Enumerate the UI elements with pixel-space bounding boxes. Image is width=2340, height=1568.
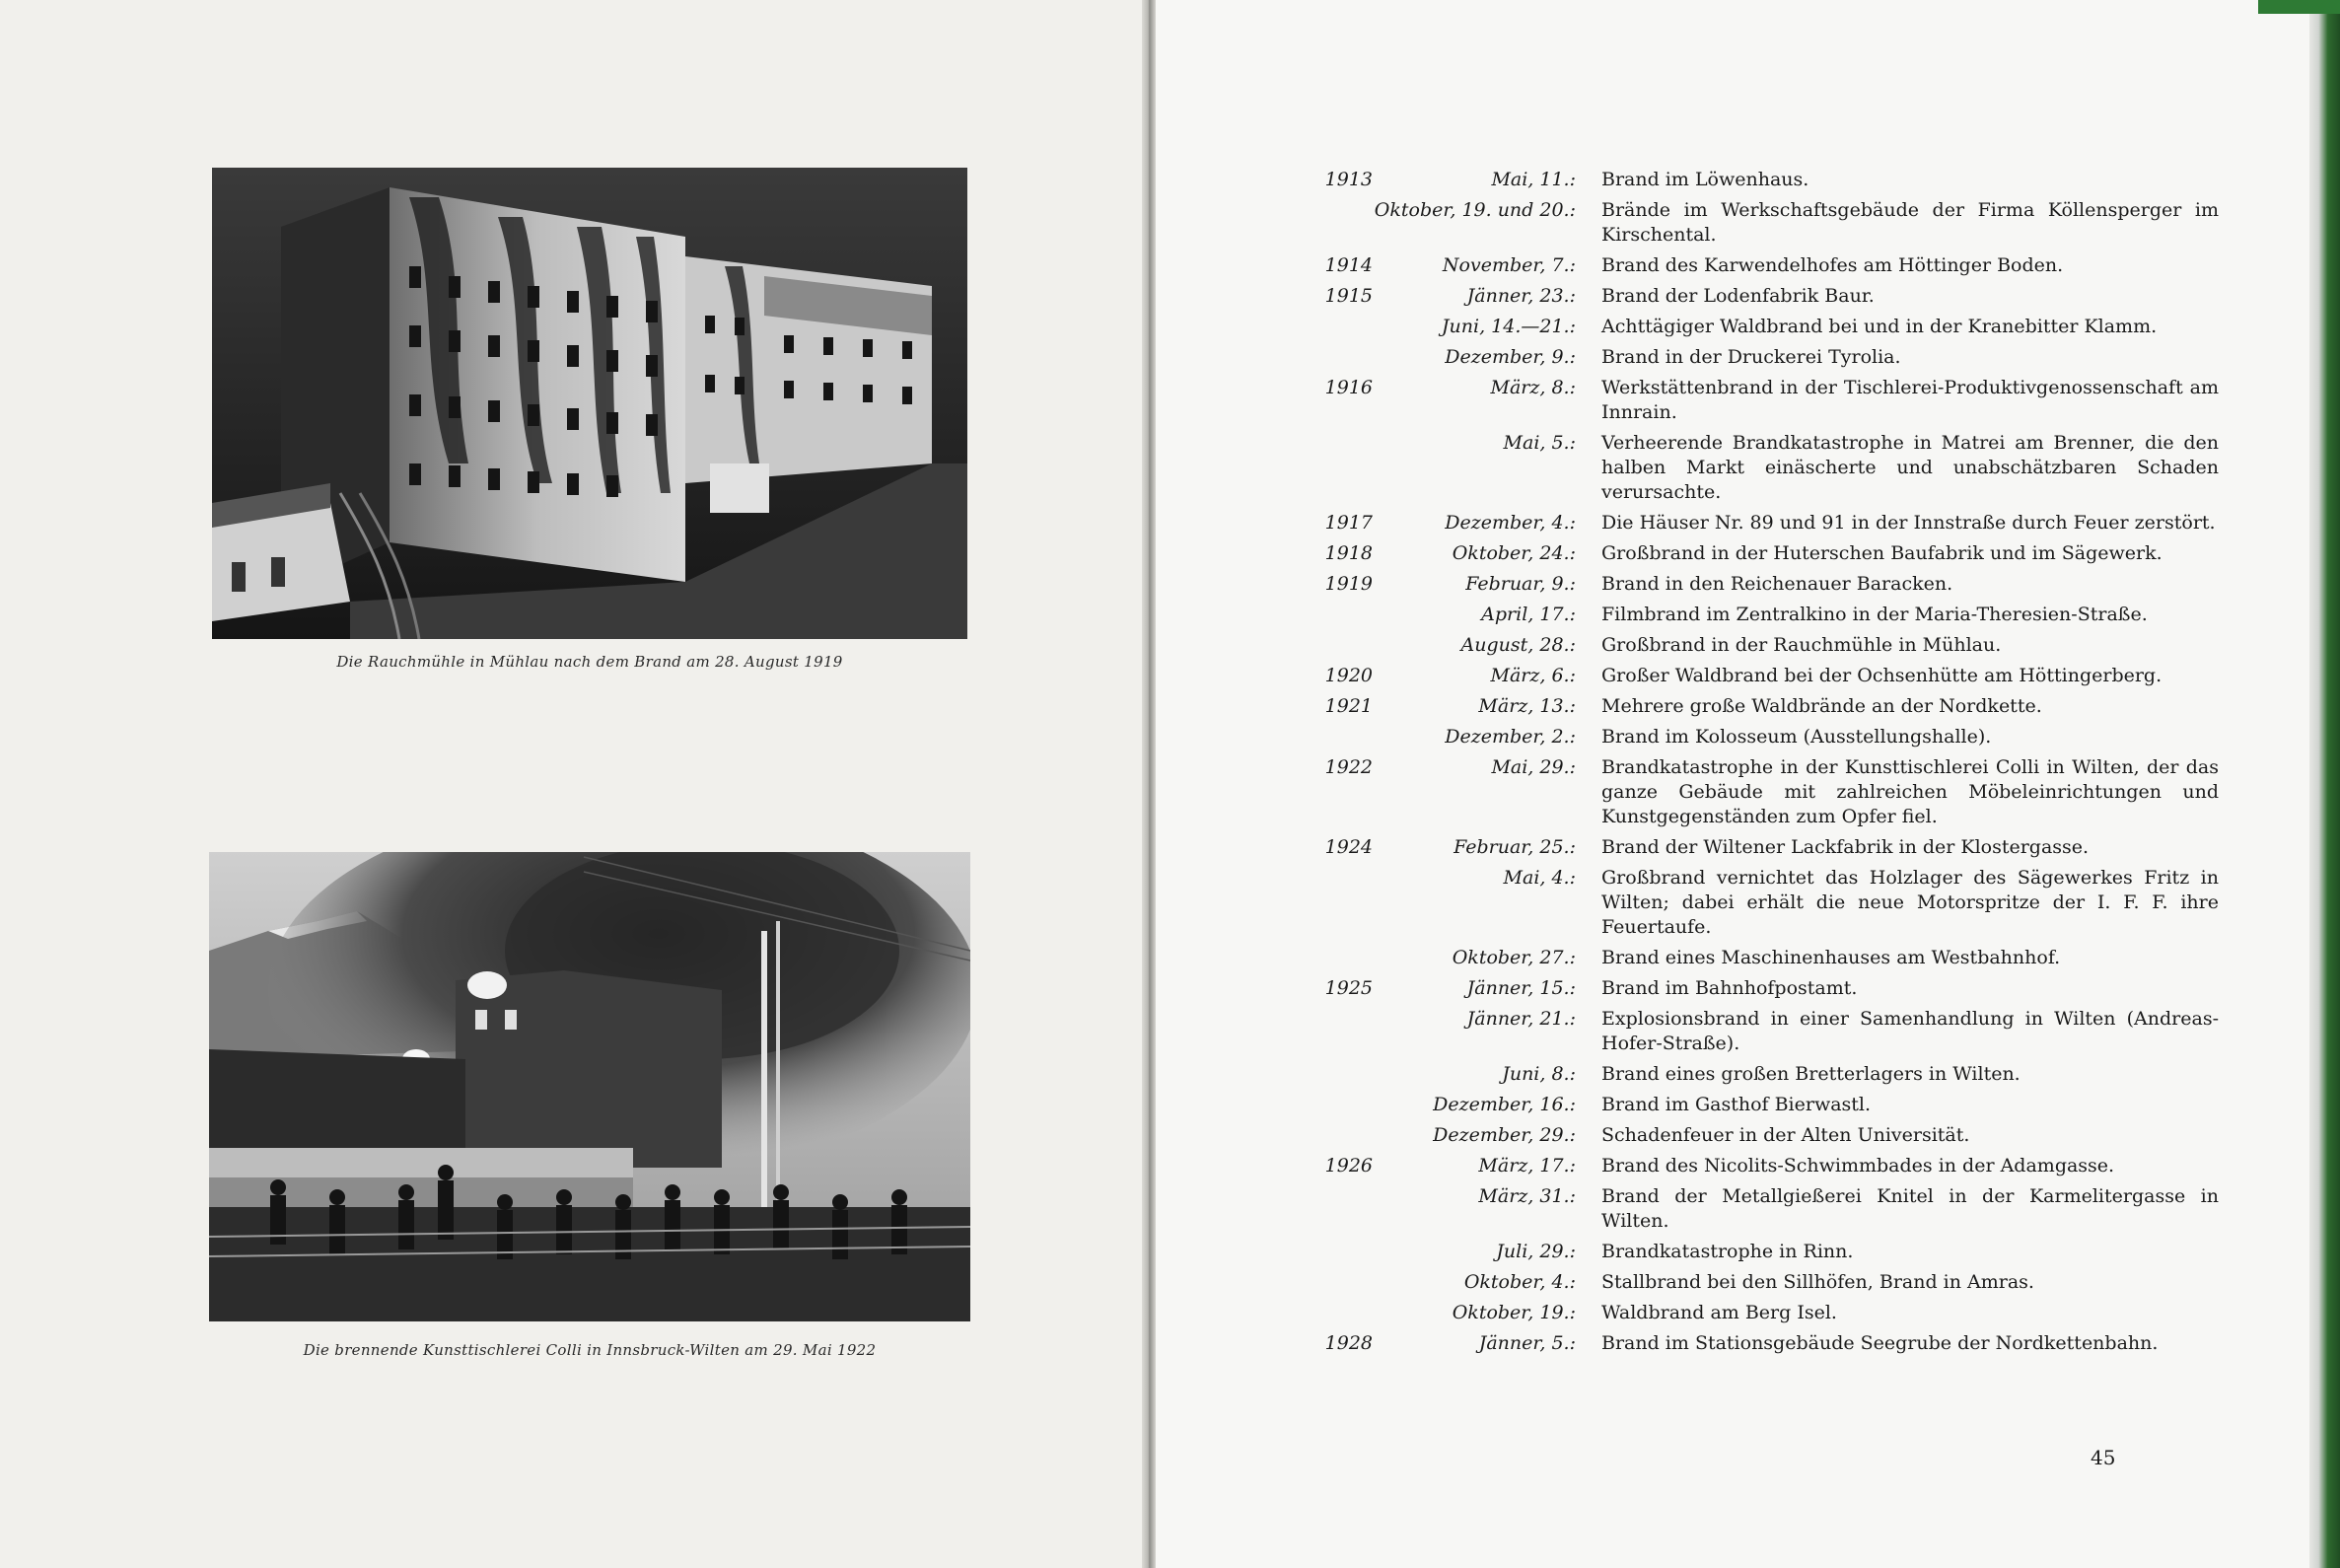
fire-scene-illustration [209, 852, 970, 1321]
chronicle-entry [1282, 694, 2219, 719]
entry-date: Jänner, 21.: [1466, 1008, 1576, 1030]
fire-scene-photo [209, 852, 970, 1321]
entry-description: Brand eines großen Bretterlagers in Wilten. [1601, 1063, 2021, 1085]
entry-description: Brand der Wiltener Lackfabrik in der Klostergasse. [1601, 836, 2090, 858]
entry-year [1282, 431, 1373, 505]
entry-year: 1924 [1324, 836, 1373, 858]
entry-date: Dezember, 4.: [1445, 512, 1576, 534]
entry-date: Jänner, 5.: [1478, 1332, 1576, 1354]
chronicle-entry [1282, 198, 2219, 248]
entry-year: 1914 [1324, 254, 1373, 276]
entry-date: Mai, 5.: [1503, 432, 1576, 454]
entry-year: 1919 [1324, 573, 1373, 595]
entry-year: 1926 [1324, 1155, 1373, 1176]
entry-year [1282, 1007, 1373, 1056]
entry-year [1282, 725, 1373, 749]
book-gutter [1142, 0, 1156, 1568]
entry-year [1282, 345, 1373, 370]
chronicle-entry [1282, 1240, 2219, 1264]
entry-description: Werkstättenbrand in der Tischlerei-Produktivgenossenschaft am Innrain. [1601, 377, 2219, 423]
chronicle-entry [1282, 1331, 2219, 1356]
photo-caption-1: Die Rauchmühle in Mühlau nach dem Brand am 28. August 1919 [336, 653, 843, 671]
entry-date: Mai, 29.: [1491, 756, 1576, 778]
entry-year: 1922 [1324, 756, 1373, 778]
entry-date: Juni, 8.: [1502, 1063, 1576, 1085]
entry-date: März, 8.: [1490, 377, 1576, 398]
chronicle-entry [1282, 168, 2219, 192]
entry-description: Brände im Werkschaftsgebäude der Firma Köllensperger im Kirschental. [1601, 199, 2219, 246]
entry-year [1282, 633, 1373, 658]
chronicle-entry [1282, 431, 2219, 505]
chronicle-entry [1282, 755, 2219, 829]
chronicle-entry [1282, 284, 2219, 309]
entry-year [1282, 1062, 1373, 1087]
entry-year [1282, 1184, 1373, 1234]
chronicle-entry [1282, 1007, 2219, 1056]
entry-date: Dezember, 2.: [1445, 726, 1576, 748]
entry-description: Brand in der Druckerei Tyrolia. [1601, 346, 1901, 368]
chronicle-entry [1282, 1062, 2219, 1087]
entry-year [1282, 603, 1373, 627]
entry-date: Dezember, 16.: [1433, 1094, 1576, 1115]
fire-chronicle-table [1282, 168, 2219, 1362]
chronicle-entry [1282, 572, 2219, 597]
entry-year: 1917 [1324, 512, 1373, 534]
entry-date: Mai, 4.: [1503, 867, 1576, 889]
chronicle-entry [1282, 1123, 2219, 1148]
chronicle-entry [1282, 376, 2219, 425]
entry-date: Jänner, 23.: [1466, 285, 1576, 307]
entry-year: 1918 [1324, 542, 1373, 564]
entry-description: Brand der Metallgießerei Knitel in der Karmelitergasse in Wilten. [1601, 1185, 2219, 1232]
chronicle-entry [1282, 946, 2219, 970]
entry-description: Schadenfeuer in der Alten Universität. [1601, 1124, 1970, 1146]
entry-date: April, 17.: [1481, 604, 1576, 625]
chronicle-entry [1282, 345, 2219, 370]
entry-description: Großbrand in der Huterschen Baufabrik und im Sägewerk. [1601, 542, 2163, 564]
entry-description: Brand im Stationsgebäude Seegrube der Nordkettenbahn. [1601, 1332, 2159, 1354]
chronicle-entry [1282, 511, 2219, 535]
entry-description: Verheerende Brandkatastrophe in Matrei am Brenner, die den halben Markt einäscherte und unabschätzbaren Schaden verursachte. [1601, 432, 2219, 503]
entry-date: Oktober, 24.: [1452, 542, 1576, 564]
entry-date: Mai, 11.: [1491, 169, 1576, 190]
entry-description: Mehrere große Waldbrände an der Nordkette. [1601, 695, 2042, 717]
entry-year [1282, 1093, 1373, 1117]
book-cover-edge [2309, 0, 2340, 1568]
entry-description: Großer Waldbrand bei der Ochsenhütte am Höttingerberg. [1601, 665, 2163, 686]
entry-year: 1920 [1324, 665, 1373, 686]
entry-year [1282, 866, 1373, 940]
chronicle-entry [1282, 633, 2219, 658]
entry-description: Explosionsbrand in einer Samenhandlung in Wilten (Andreas-Hofer-Straße). [1601, 1008, 2219, 1054]
entry-date: März, 31.: [1478, 1185, 1576, 1207]
entry-date: Februar, 9.: [1465, 573, 1576, 595]
entry-description: Brandkatastrophe in Rinn. [1601, 1241, 1854, 1262]
entry-date: Dezember, 9.: [1445, 346, 1576, 368]
entry-date: März, 6.: [1490, 665, 1576, 686]
entry-date: August, 28.: [1460, 634, 1576, 656]
entry-year: 1928 [1324, 1332, 1373, 1354]
chronicle-entry [1282, 1154, 2219, 1178]
entry-description: Brand des Nicolits-Schwimmbades in der Adamgasse. [1601, 1155, 2115, 1176]
entry-description: Die Häuser Nr. 89 und 91 in der Innstraße durch Feuer zerstört. [1601, 512, 2216, 534]
entry-description: Brand im Bahnhofpostamt. [1601, 977, 1858, 999]
chronicle-entry [1282, 253, 2219, 278]
entry-date: März, 17.: [1478, 1155, 1576, 1176]
entry-date: November, 7.: [1442, 254, 1576, 276]
entry-description: Brand eines Maschinenhauses am Westbahnhof. [1601, 947, 2061, 968]
chronicle-entry [1282, 976, 2219, 1001]
burnt-building-photo [212, 168, 967, 639]
entry-year [1282, 946, 1373, 970]
entry-year: 1915 [1324, 285, 1373, 307]
entry-year [1282, 1123, 1373, 1148]
chronicle-entry [1282, 1270, 2219, 1295]
entry-date: Oktober, 19. und 20.: [1374, 199, 1576, 221]
left-page [0, 0, 1149, 1568]
entry-date: Oktober, 19.: [1452, 1302, 1576, 1323]
entry-year [1282, 198, 1373, 248]
entry-year [1282, 1270, 1373, 1295]
page-number: 45 [2091, 1446, 2116, 1469]
entry-year: 1913 [1324, 169, 1373, 190]
entry-year: 1916 [1324, 377, 1373, 398]
entry-date: Jänner, 15.: [1466, 977, 1576, 999]
entry-description: Großbrand vernichtet das Holzlager des Sägewerkes Fritz in Wilten; dabei erhält die neue Motorspritze der I. F. F. ihre Feuertaufe. [1601, 867, 2219, 938]
chronicle-entry [1282, 725, 2219, 749]
entry-description: Brand der Lodenfabrik Baur. [1601, 285, 1875, 307]
entry-description: Waldbrand am Berg Isel. [1601, 1302, 1837, 1323]
entry-description: Brandkatastrophe in der Kunsttischlerei Colli in Wilten, der das ganze Gebäude mit zahlreichen Möbeleinrichtungen und Kunstgegenständen zum Opfer fiel. [1601, 756, 2219, 827]
entry-description: Brand des Karwendelhofes am Höttinger Boden. [1601, 254, 2064, 276]
entry-date: Dezember, 29.: [1433, 1124, 1576, 1146]
chronicle-entry [1282, 541, 2219, 566]
entry-year: 1921 [1324, 695, 1373, 717]
entry-date: Juni, 14.—21.: [1441, 316, 1576, 337]
entry-year [1282, 1301, 1373, 1325]
entry-description: Achttägiger Waldbrand bei und in der Kranebitter Klamm. [1601, 316, 2158, 337]
entry-description: Filmbrand im Zentralkino in der Maria-Theresien-Straße. [1601, 604, 2148, 625]
entry-date: Juli, 29.: [1496, 1241, 1576, 1262]
burnt-building-illustration [212, 168, 967, 639]
entry-description: Brand im Löwenhaus. [1601, 169, 1809, 190]
entry-description: Brand im Gasthof Bierwastl. [1601, 1094, 1872, 1115]
entry-date: März, 13.: [1478, 695, 1576, 717]
entry-year [1282, 1240, 1373, 1264]
entry-year [1282, 315, 1373, 339]
photo-caption-2: Die brennende Kunsttischlerei Colli in Innsbruck-Wilten am 29. Mai 1922 [303, 1341, 877, 1359]
entry-description: Brand in den Reichenauer Baracken. [1601, 573, 1953, 595]
entry-date: Oktober, 4.: [1463, 1271, 1576, 1293]
entry-description: Brand im Kolosseum (Ausstellungshalle). [1601, 726, 1992, 748]
entry-description: Stallbrand bei den Sillhöfen, Brand in Amras. [1601, 1271, 2034, 1293]
chronicle-entry [1282, 315, 2219, 339]
chronicle-entry [1282, 835, 2219, 860]
chronicle-entry [1282, 1301, 2219, 1325]
chronicle-entry [1282, 664, 2219, 688]
chronicle-entry [1282, 1184, 2219, 1234]
chronicle-entry [1282, 603, 2219, 627]
entry-year: 1925 [1324, 977, 1373, 999]
chronicle-entry [1282, 866, 2219, 940]
chronicle-entry [1282, 1093, 2219, 1117]
entry-description: Großbrand in der Rauchmühle in Mühlau. [1601, 634, 2002, 656]
entry-date: Oktober, 27.: [1452, 947, 1576, 968]
entry-date: Februar, 25.: [1454, 836, 1576, 858]
book-cover-corner [2258, 0, 2340, 14]
